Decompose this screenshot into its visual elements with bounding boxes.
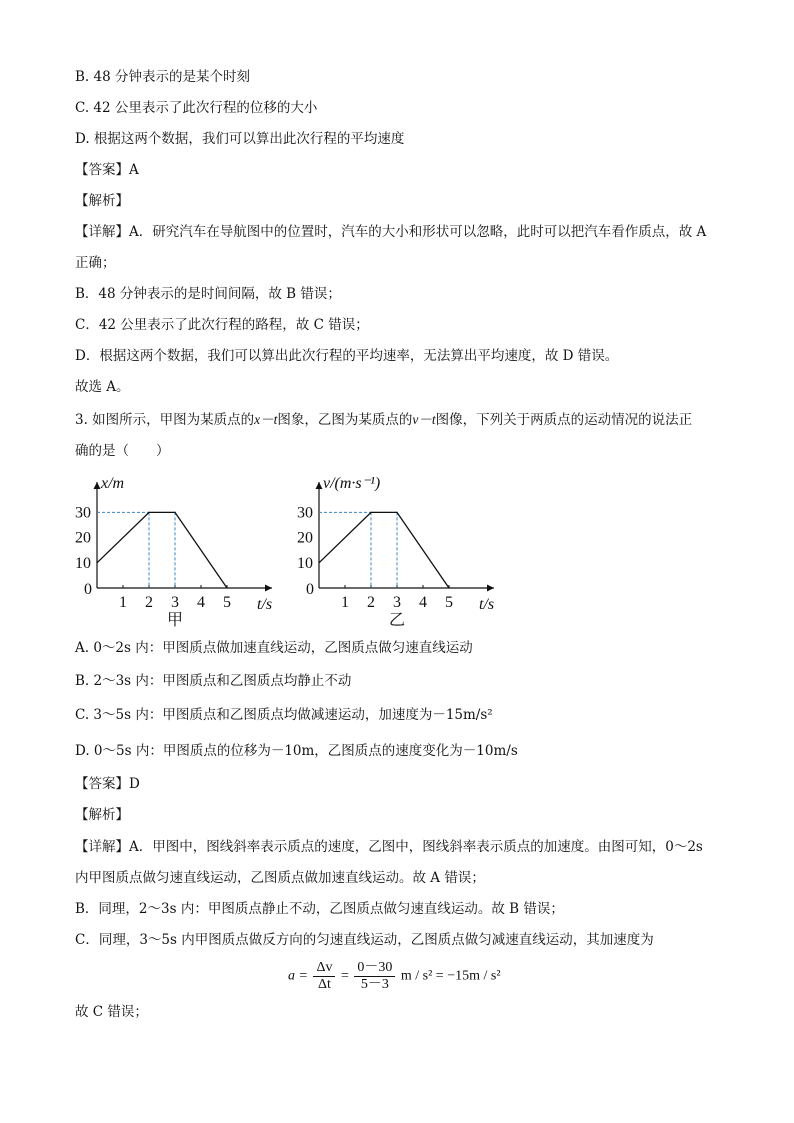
xt-symbol: x－t [254,412,278,427]
question3-line2: 确的是（ ） [75,443,170,459]
option-q3-c: C. 3～5s 内：甲图质点和乙图质点均做减速运动，加速度为－15m/s² [75,707,493,723]
data-point [96,562,97,563]
data-point [174,512,175,513]
chart-vt-yi [292,472,532,632]
data-point [448,587,449,588]
formula-frac2-den: 5－3 [360,977,389,992]
option-q3-d: D. 0～5s 内：甲图质点的位移为－10m，乙图质点的速度变化为－10m/s [75,743,518,759]
option-q3-a: A. 0～2s 内：甲图质点做加速直线运动，乙图质点做匀速直线运动 [75,640,473,656]
y-tick-label: 10 [297,554,313,572]
formula-frac1-num: Δv [313,960,335,977]
y-tick-label: 10 [75,554,91,572]
data-series-line [97,512,227,588]
x-tick-label: 4 [419,594,427,611]
formula-fraction-1 [313,960,335,993]
data-point [226,587,227,588]
data-point [318,562,319,563]
option-q2-b: B. 48 分钟表示的是某个时刻 [75,69,250,85]
formula-fraction-2 [354,960,395,993]
detail-q3-a-line2: 内甲图质点做匀速直线运动，乙图质点做加速直线运动。故 A 错误； [75,870,485,886]
x-tick-label: 3 [171,594,179,611]
formula-eq: = [340,968,349,984]
detail-q2-c: C．42 公里表示了此次行程的路程，故 C 错误； [75,317,369,333]
x-tick-label: 1 [119,594,127,611]
detail-q3-c: C．同理，3～5s 内甲图质点做反方向的匀速直线运动，乙图质点做匀减速直线运动，其加速度为 [75,932,654,948]
acceleration-formula [288,960,501,993]
question3-post: 图像，下列关于两质点的运动情况的说法正 [435,412,693,428]
vt-symbol: v－t [412,412,436,427]
chart-caption: 甲 [167,612,184,629]
detail-q2-b: B．48 分钟表示的是时间间隔，故 B 错误； [75,286,341,302]
chart-xt-jia [70,472,310,632]
data-point [148,512,149,513]
origin-label: 0 [84,581,92,598]
option-q3-b: B. 2～3s 内：甲图质点和乙图质点均静止不动 [75,673,352,689]
x-tick-label: 2 [145,594,153,611]
chart-caption: 乙 [389,612,406,629]
option-q2-c: C. 42 公里表示了此次行程的位移的大小 [75,100,318,116]
data-point [396,512,397,513]
detail-q2-d: D．根据这两个数据，我们可以算出此次行程的平均速率，无法算出平均速度，故 D 错误。 [75,348,619,364]
question3-line1 [75,411,692,429]
detail-q3-conclusion: 故 C 错误； [75,1004,148,1020]
answer-q3: 【答案】D [75,776,140,792]
y-axis-label: v/(m·s⁻¹) [323,475,381,492]
data-series-line [319,512,449,588]
detail-q3-b: B．同理，2～3s 内：甲图质点静止不动，乙图质点做匀速直线运动。故 B 错误； [75,901,564,917]
y-tick-label: 20 [297,529,313,547]
y-axis-label: x/m [101,475,125,492]
formula-frac2-num: 0－30 [354,960,395,977]
option-q2-d: D. 根据这两个数据，我们可以算出此次行程的平均速度 [75,131,405,147]
detail-q2-a-line2: 正确； [75,255,116,271]
y-tick-label: 30 [75,504,91,522]
answer-q2: 【答案】A [75,162,139,178]
x-tick-label: 1 [341,594,349,611]
x-tick-label: 5 [445,594,453,611]
formula-lhs: a = [288,968,308,984]
x-tick-label: 5 [223,594,231,611]
x-tick-label: 3 [393,594,401,611]
y-tick-label: 30 [297,504,313,522]
x-axis-label: t/s [479,596,495,613]
formula-frac1-den: Δt [318,977,331,992]
detail-q2-conclusion: 故选 A。 [75,379,130,395]
y-tick-label: 20 [75,529,91,547]
x-axis-label: t/s [257,596,273,613]
question3-mid: 图象，乙图为某质点的 [277,412,413,428]
formula-rhs: m / s² = −15m / s² [400,968,501,984]
x-tick-label: 4 [197,594,205,611]
analysis-label-q3: 【解析】 [75,807,129,823]
question3-pre: 3. 如图所示，甲图为某质点的 [75,412,255,428]
origin-label: 0 [306,581,314,598]
analysis-label-q2: 【解析】 [75,193,129,209]
detail-q3-a-line1: 【详解】A．甲图中，图线斜率表示质点的速度，乙图中，图线斜率表示质点的加速度。由图可知，0～2s [75,839,703,855]
x-tick-label: 2 [367,594,375,611]
data-point [370,512,371,513]
detail-q2-a-line1: 【详解】A．研究汽车在导航图中的位置时，汽车的大小和形状可以忽略，此时可以把汽车看作质点，故 A [75,224,707,240]
